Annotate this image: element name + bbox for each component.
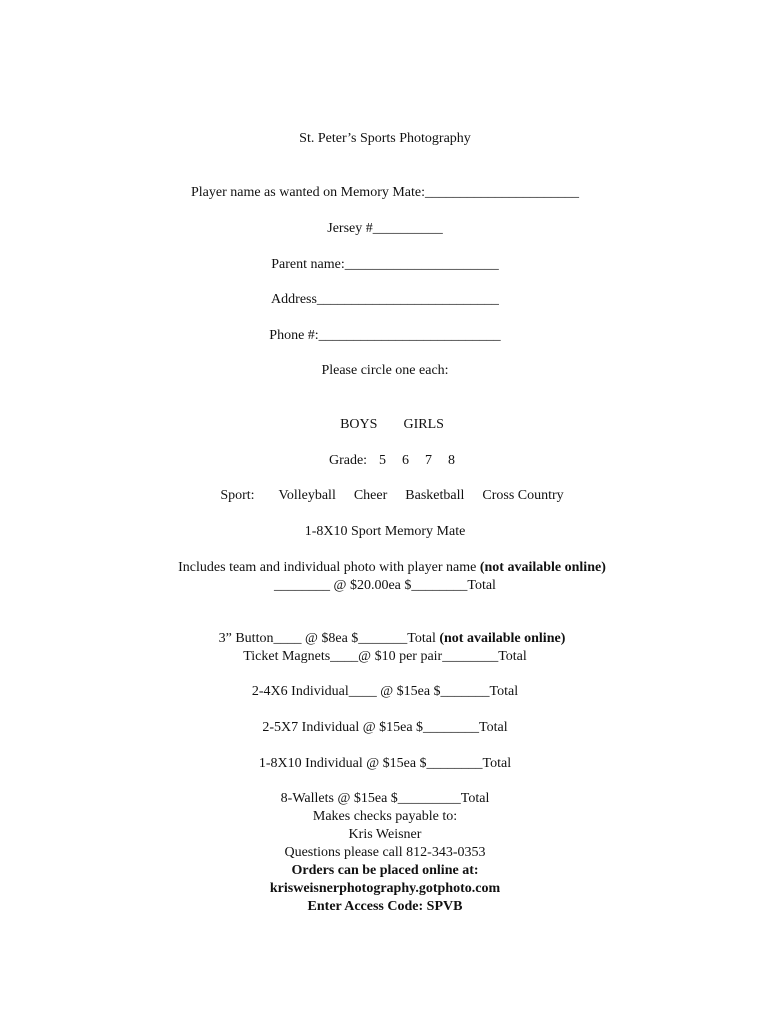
button-note: (not available online)	[439, 631, 566, 646]
payee-name: Kris Weisner	[348, 827, 422, 842]
sport-option: Volleyball	[278, 488, 336, 503]
sport-option: Cross Country	[482, 488, 564, 503]
memory-mate-price-line: ________ @ $20.00ea $________Total	[274, 578, 496, 593]
memory-mate-title: 1-8X10 Sport Memory Mate	[304, 524, 466, 539]
order-website: krisweisnerphotography.gotphoto.com	[269, 881, 501, 896]
sport-options	[0, 469, 770, 523]
sport-label: Sport:	[220, 488, 255, 503]
grade-label: Grade:	[328, 453, 368, 468]
grade-option: 8	[448, 453, 456, 468]
ticket-magnets-line: Ticket Magnets____@ $10 per pair________Total	[243, 649, 527, 664]
player-name-field: Player name as wanted on Memory Mate:______________________	[190, 185, 580, 200]
access-code: Enter Access Code: SPVB	[307, 899, 463, 914]
online-orders-label: Orders can be placed online at:	[291, 863, 479, 878]
individual-4x6-line: 2-4X6 Individual____ @ $15ea $_______Total	[251, 684, 519, 699]
grade-option: 5	[379, 453, 387, 468]
grade-option: 7	[425, 453, 433, 468]
gender-girls: GIRLS	[403, 417, 444, 432]
gender-boys: BOYS	[340, 417, 378, 432]
button-price-text: 3” Button____ @ $8ea $_______Total	[218, 631, 436, 646]
page-title: St. Peter’s Sports Photography	[299, 131, 471, 146]
circle-instruction: Please circle one each:	[321, 363, 449, 378]
memory-mate-description-text: Includes team and individual photo with player name	[178, 560, 477, 575]
individual-8x10-line: 1-8X10 Individual @ $15ea $________Total	[258, 756, 512, 771]
phone-field: Phone #:__________________________	[269, 328, 501, 343]
memory-mate-note: (not available online)	[479, 560, 606, 575]
parent-name-field: Parent name:______________________	[271, 257, 499, 272]
address-field: Address__________________________	[271, 292, 499, 307]
sport-option: Cheer	[353, 488, 388, 503]
grade-option: 6	[402, 453, 410, 468]
individual-5x7-line: 2-5X7 Individual @ $15ea $________Total	[262, 720, 508, 735]
checks-payable-label: Makes checks payable to:	[312, 809, 458, 824]
jersey-field: Jersey #__________	[327, 221, 443, 236]
wallets-line: 8-Wallets @ $15ea $_________Total	[280, 791, 490, 806]
questions-phone: Questions please call 812-343-0353	[284, 845, 486, 860]
sport-option: Basketball	[405, 488, 465, 503]
